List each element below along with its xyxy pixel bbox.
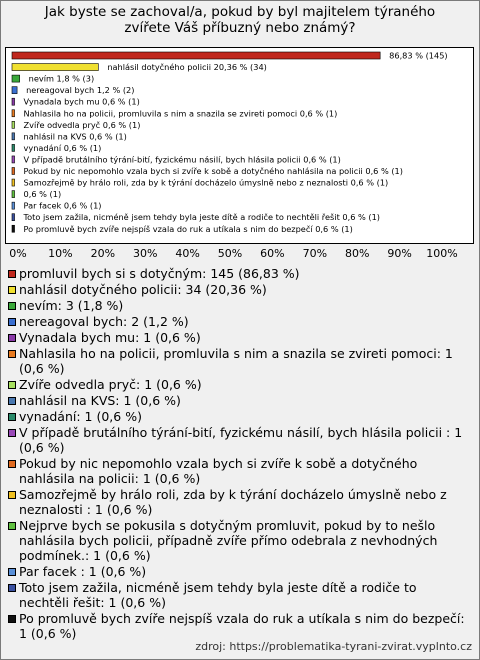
legend-swatch (8, 429, 16, 437)
legend-label: nahlásil na KVS: 1 (0,6 %) (19, 393, 181, 408)
legend-item (8, 314, 470, 329)
bar-label-8: vynadání 0,6 % (1) (23, 142, 102, 153)
bar-2 (12, 75, 20, 82)
bar-9 (12, 156, 15, 163)
bar-label-3: nereagoval bych 1,2 % (2) (26, 85, 135, 96)
legend-label: nevím: 3 (1,8 %) (19, 298, 124, 313)
bar-label-7: nahlásil na KVS 0,6 % (1) (23, 131, 127, 142)
legend-swatch (8, 350, 16, 358)
x-tick-label: 30% (132, 247, 158, 260)
legend-label: nereagoval bych: 2 (1,2 %) (19, 314, 189, 329)
x-tick-label: 40% (175, 247, 200, 260)
legend-label: V případě brutálního týrání-bití, fyzickému násilí, bych hlásila policii : 1 (0,6 %) (19, 425, 463, 455)
legend-label: Nejprve bych se pokusila s dotyčným promluvit, pokud by to nešlo nahlásila bych policii, případně zvíře přímo odebrala z nevhodných podmínek.: 1 (0,6 %) (19, 518, 438, 563)
legend-label: vynadání: 1 (0,6 %) (19, 409, 142, 424)
bar-4 (12, 98, 15, 105)
bar-3 (12, 87, 17, 94)
legend-label: Zvíře odvedla pryč: 1 (0,6 %) (19, 377, 202, 392)
legend-item (8, 518, 470, 563)
source-note: zdroj: https://problematika-tyrani-zvirat.vyplnto.cz (195, 640, 472, 653)
bar-label-13: Par facek 0,6 % (1) (23, 200, 102, 211)
legend-swatch (8, 286, 16, 294)
x-tick-label: 50% (217, 247, 243, 260)
legend-swatch (8, 615, 16, 623)
legend-swatch (8, 381, 16, 389)
legend-swatch (8, 413, 16, 421)
legend-item (8, 346, 470, 376)
legend-item (8, 564, 470, 579)
bar-chart-svg (6, 48, 473, 243)
legend-swatch (8, 491, 16, 499)
bar-10 (12, 168, 15, 175)
bar-0 (12, 52, 380, 59)
legend-item (8, 611, 470, 641)
legend-item (8, 298, 470, 313)
bar-label-0: 86,83 % (145) (389, 50, 448, 61)
bar-label-14: Toto jsem zažila, nicméně jsem tehdy byla jeste dítě a rodiče to nechtěli řešit 0,6 % (1) (23, 212, 381, 223)
bar-label-11: Samozřejmě by hrálo roli, zda by k týrání docházelo úmyslně nebo z neznalosti 0,6 % (1) (23, 177, 389, 188)
legend-swatch (8, 334, 16, 342)
legend-swatch (8, 270, 16, 278)
legend-label: nahlásil dotyčného policii: 34 (20,36 %) (19, 282, 267, 297)
legend-label: Vynadala bych mu: 1 (0,6 %) (19, 330, 201, 345)
bar-label-5: Nahlasila ho na policii, promluvila s nim a snazila se zvireti pomoci 0,6 % (1) (23, 108, 338, 119)
bar-label-4: Vynadala bych mu 0,6 % (1) (23, 96, 140, 107)
bar-1 (12, 64, 98, 71)
bar-13 (12, 202, 15, 209)
bar-label-1: nahlásil dotyčného policii 20,36 % (34) (107, 62, 267, 73)
x-tick-label: 80% (344, 247, 370, 260)
legend-swatch (8, 302, 16, 310)
legend-swatch (8, 318, 16, 326)
legend-label: Po promluvě bych zvíře nejspíš vzala do ruk a utíkala s nim do bezpečí: 1 (0,6 %) (19, 611, 465, 641)
legend-item (8, 425, 470, 455)
chart-title: Jak byste se zachoval/a, pokud by byl majitelem týraného zvířete Váš příbuzný nebo známý? (44, 4, 436, 36)
x-tick-label: 20% (90, 247, 116, 260)
legend-item (8, 282, 470, 297)
legend-label: Samozřejmě by hrálo roli, zda by k týrání docházelo úmyslně nebo z neznalosti : 1 (0,6 %) (19, 487, 447, 517)
legend-item (8, 487, 470, 517)
bar-6 (12, 121, 15, 128)
x-tick-label: 100% (426, 247, 458, 260)
legend-item (8, 580, 470, 610)
bar-15 (12, 225, 15, 232)
bar-label-2: nevím 1,8 % (3) (28, 73, 95, 84)
legend-label: promluvil bych si s dotyčným: 145 (86,83 %) (19, 266, 300, 281)
x-tick-label: 0% (9, 247, 27, 260)
legend-item (8, 393, 470, 408)
bar-14 (12, 214, 15, 221)
x-tick-label: 60% (260, 247, 285, 260)
x-tick-label: 90% (387, 247, 412, 260)
bar-12 (12, 191, 15, 198)
legend-swatch (8, 460, 16, 468)
legend-label: Pokud by nic nepomohlo vzala bych si zvíře k sobě a dotyčného nahlásila na policii: 1 (0,6 %) (19, 456, 418, 486)
bar-5 (12, 110, 15, 117)
x-tick-label: 70% (302, 247, 328, 260)
legend (8, 266, 470, 642)
bar-label-9: V případě brutálního týrání-bití, fyzickému násilí, bych hlásila policii 0,6 % (1) (23, 154, 341, 165)
legend-swatch (8, 522, 16, 530)
legend-item (8, 456, 470, 486)
bar-label-10: Pokud by nic nepomohlo vzala bych si zvíře k sobě a dotyčného nahlásila na policii 0,6 % (1) (23, 166, 403, 176)
legend-item (8, 266, 470, 281)
bar-7 (12, 133, 15, 140)
legend-swatch (8, 584, 16, 592)
bar-8 (12, 144, 15, 151)
legend-item (8, 330, 470, 345)
bar-11 (12, 179, 15, 186)
x-tick-label: 10% (48, 247, 73, 260)
legend-item (8, 377, 470, 392)
bar-label-12: 0,6 % (1) (23, 189, 62, 200)
plot-area (5, 47, 474, 244)
legend-label: Par facek : 1 (0,6 %) (19, 564, 147, 579)
x-axis (0, 247, 480, 263)
legend-swatch (8, 568, 16, 576)
legend-label: Toto jsem zažila, nicméně jsem tehdy byla jeste dítě a rodiče to nechtěli řešit: 1 (0,6 %) (19, 580, 417, 610)
legend-item (8, 409, 470, 424)
legend-label: Nahlasila ho na policii, promluvila s nim a snazila se zvireti pomoci: 1 (0,6 %) (19, 346, 453, 376)
legend-swatch (8, 397, 16, 405)
bar-label-15: Po promluvě bych zvíře nejspíš vzala do ruk a utíkala s nim do bezpečí 0,6 % (1) (23, 223, 353, 234)
bar-label-6: Zvíře odvedla pryč 0,6 % (1) (23, 119, 141, 130)
